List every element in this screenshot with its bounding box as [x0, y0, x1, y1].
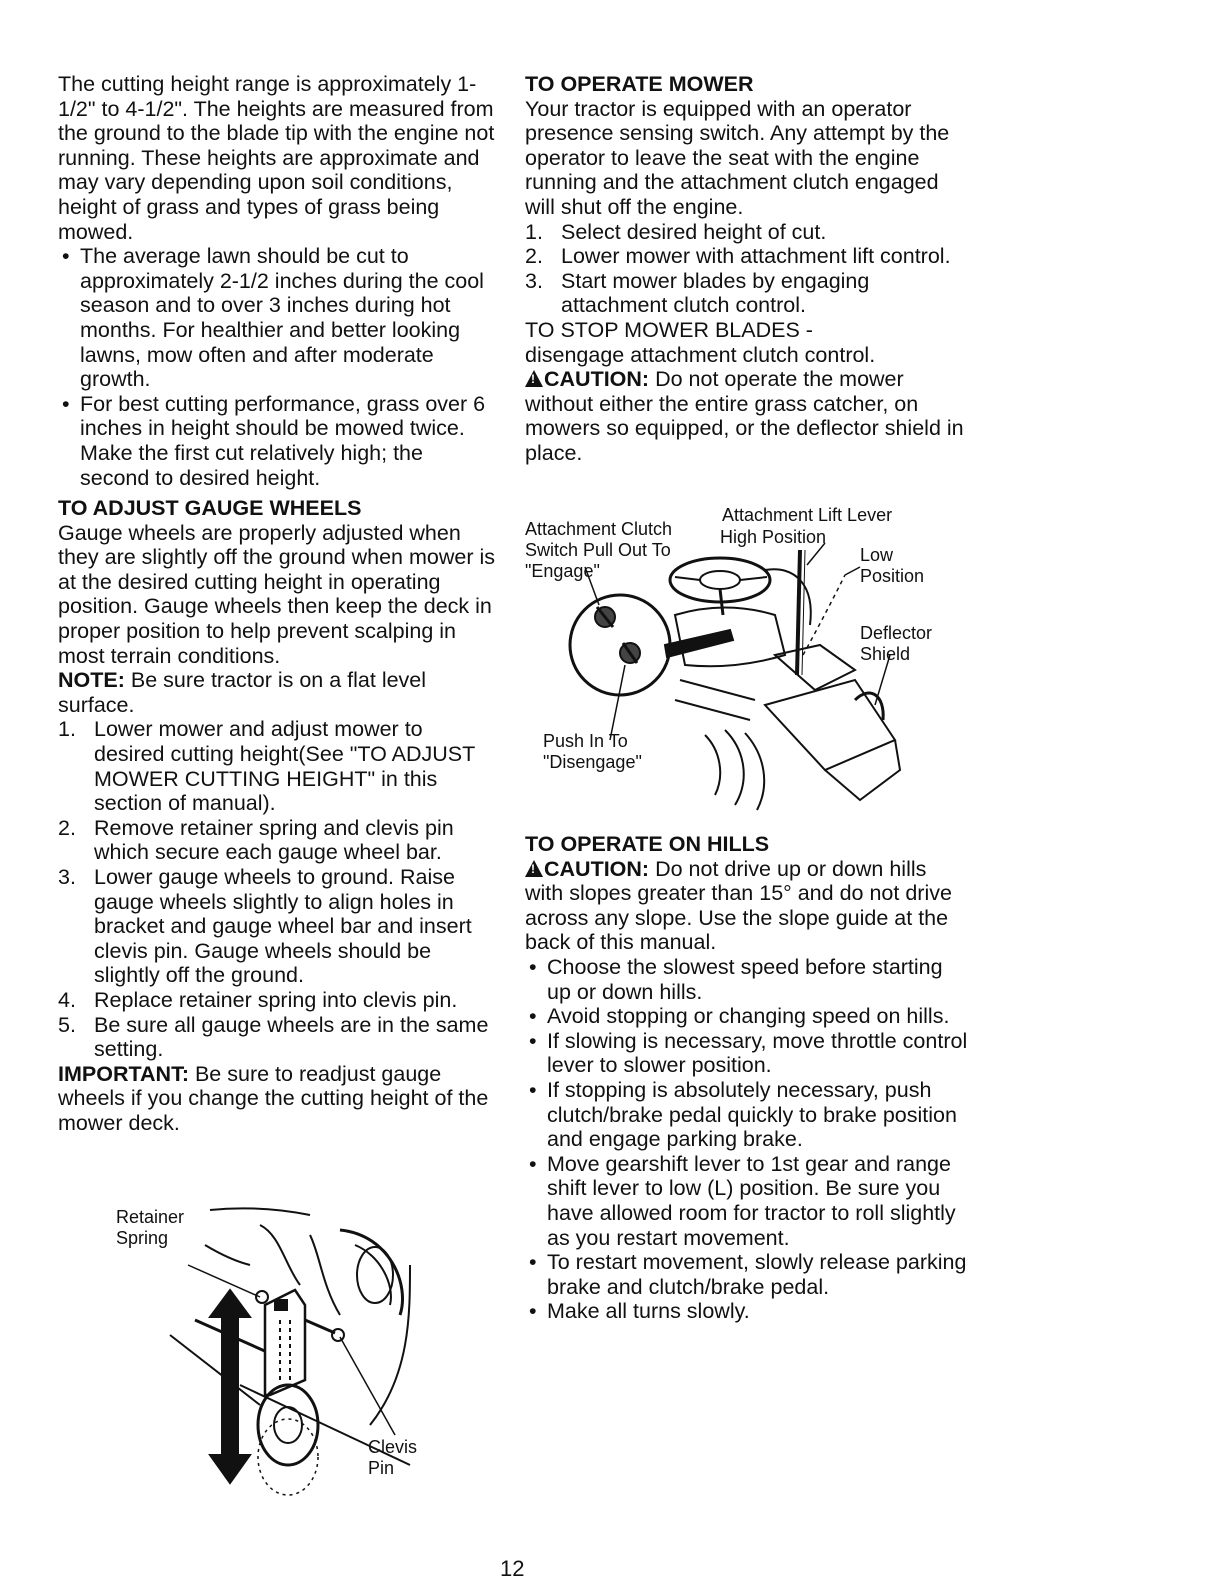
list-item: [58, 865, 498, 988]
caution-label: CAUTION:: [544, 367, 650, 392]
list-item: • Choose the slowest speed before starting up or down hills.: [525, 955, 970, 1004]
stop-blades-label: TO STOP MOWER BLADES -: [525, 317, 813, 342]
gauge-wheels-text: Gauge wheels are properly adjusted when they are slightly off the ground when mower is at the desired cutting height in operating position. Gauge wheels then keep the deck in proper position to help prevent scalping in most terrain conditions.: [58, 520, 496, 668]
list-item: • The average lawn should be cut to approximately 2-1/2 inches during the cool season and to over 3 inches during hot months. For healthier and better looking lawns, mow often and after moderate growth.: [58, 244, 498, 392]
push-in-label: Push In To "Disengage": [543, 731, 642, 772]
warning-icon: [525, 860, 543, 877]
high-position-label: High Position: [720, 527, 827, 547]
operate-steps-list: [525, 220, 970, 318]
left-column: [58, 72, 498, 1136]
step-number: 4.: [58, 987, 76, 1012]
step-number: 5.: [58, 1012, 76, 1037]
step-text: Lower mower with attachment lift control.: [561, 244, 951, 269]
clevis-pin-label: Clevis Pin: [368, 1437, 418, 1478]
list-item: • If stopping is absolutely necessary, push clutch/brake pedal quickly to brake position and engage parking brake.: [525, 1078, 970, 1152]
gauge-wheels-heading: TO ADJUST GAUGE WHEELS: [58, 496, 362, 521]
list-item: [58, 1013, 498, 1062]
list-item: [58, 717, 498, 815]
important-label: IMPORTANT:: [58, 1061, 189, 1086]
hills-caution-paragraph: [525, 857, 970, 955]
list-item: [525, 269, 970, 318]
note-paragraph: [58, 668, 498, 717]
gauge-wheel-figure: [110, 1205, 440, 1505]
list-item: [525, 244, 970, 269]
step-text: Replace retainer spring into clevis pin.: [94, 987, 458, 1012]
tractor-controls-figure: [525, 505, 965, 820]
hills-caution-text: Do not drive up or down hills with slopes greater than 15° and do not drive across any slope. Use the slope guide at the back of this manual.: [525, 856, 952, 955]
step-number: 2.: [58, 815, 76, 840]
page-number: 12: [500, 1556, 525, 1581]
list-item: [525, 220, 970, 245]
caution-paragraph: [525, 367, 970, 465]
attachment-clutch-label: Attachment Clutch Switch Pull Out To "Engage": [525, 519, 673, 581]
step-text: Remove retainer spring and clevis pin which secure each gauge wheel bar.: [94, 815, 454, 865]
hills-section: [525, 832, 970, 1324]
step-number: 2.: [525, 244, 543, 269]
caution-text: Do not operate the mower without either the entire grass catcher, on mowers so equipped, or the deflector shield in place.: [525, 367, 964, 465]
gauge-steps-list: [58, 717, 498, 1061]
list-item: • To restart movement, slowly release parking brake and clutch/brake pedal.: [525, 1250, 970, 1299]
step-text: Be sure all gauge wheels are in the same setting.: [94, 1012, 489, 1062]
low-position-label: Low Position: [860, 545, 925, 586]
step-text: Start mower blades by engaging attachment clutch control.: [561, 268, 870, 318]
warning-icon: [525, 370, 543, 387]
list-item: [58, 988, 498, 1013]
step-number: 1.: [525, 219, 543, 244]
deflector-shield-label: Deflector Shield: [860, 623, 933, 664]
list-item: • If slowing is necessary, move throttle control lever to slower position.: [525, 1029, 970, 1078]
operate-mower-heading: TO OPERATE MOWER: [525, 72, 754, 96]
hills-tips-list: [525, 955, 970, 1324]
cutting-height-intro: The cutting height range is approximately 1-1/2" to 4-1/2". The heights are measured from the ground to the blade tip with the engine not running. These heights are approximate and may vary depending upon soil conditions, height of grass and types of grass being mowed.: [58, 72, 495, 244]
step-number: 3.: [525, 268, 543, 293]
list-item: • Move gearshift lever to 1st gear and range shift lever to low (L) position. Be sure you have allowed room for tractor to roll slightly as you restart movement.: [525, 1152, 970, 1250]
step-text: Lower gauge wheels to ground. Raise gauge wheels slightly to align holes in bracket and gauge wheel bar and insert clevis pin. Gauge wheels should be slightly off the ground.: [94, 865, 472, 988]
attachment-lift-lever-label: Attachment Lift Lever: [722, 505, 893, 525]
note-text: Be sure tractor is on a flat level surface.: [58, 668, 427, 717]
important-text: Be sure to readjust gauge wheels if you change the cutting height of the mower deck.: [58, 1061, 489, 1135]
important-paragraph: [58, 1062, 498, 1136]
step-number: 3.: [58, 865, 76, 889]
operate-mower-text: Your tractor is equipped with an operator presence sensing switch. Any attempt by the operator to leave the seat with the engine running and the attachment clutch engaged will shut off the engine.: [525, 96, 950, 219]
right-column: [525, 72, 970, 466]
list-item: • Make all turns slowly.: [525, 1299, 970, 1324]
hills-caution-label: CAUTION:: [544, 856, 650, 881]
step-text: Lower mower and adjust mower to desired cutting height(See "TO ADJUST MOWER CUTTING HEIGHT" in this section of manual).: [94, 717, 475, 816]
retainer-spring-label: Retainer Spring: [116, 1207, 185, 1248]
list-item: [58, 816, 498, 865]
step-text: Select desired height of cut.: [561, 219, 827, 244]
list-item: • Avoid stopping or changing speed on hills.: [525, 1004, 970, 1029]
note-label: NOTE:: [58, 668, 125, 693]
step-number: 1.: [58, 717, 76, 742]
list-item: • For best cutting performance, grass over 6 inches in height should be mowed twice. Make the first cut relatively high; the second to desired height.: [58, 392, 498, 490]
stop-blades-text: disengage attachment clutch control.: [525, 342, 876, 367]
operate-hills-heading: TO OPERATE ON HILLS: [525, 832, 770, 856]
lawn-tips-list: [58, 244, 498, 490]
